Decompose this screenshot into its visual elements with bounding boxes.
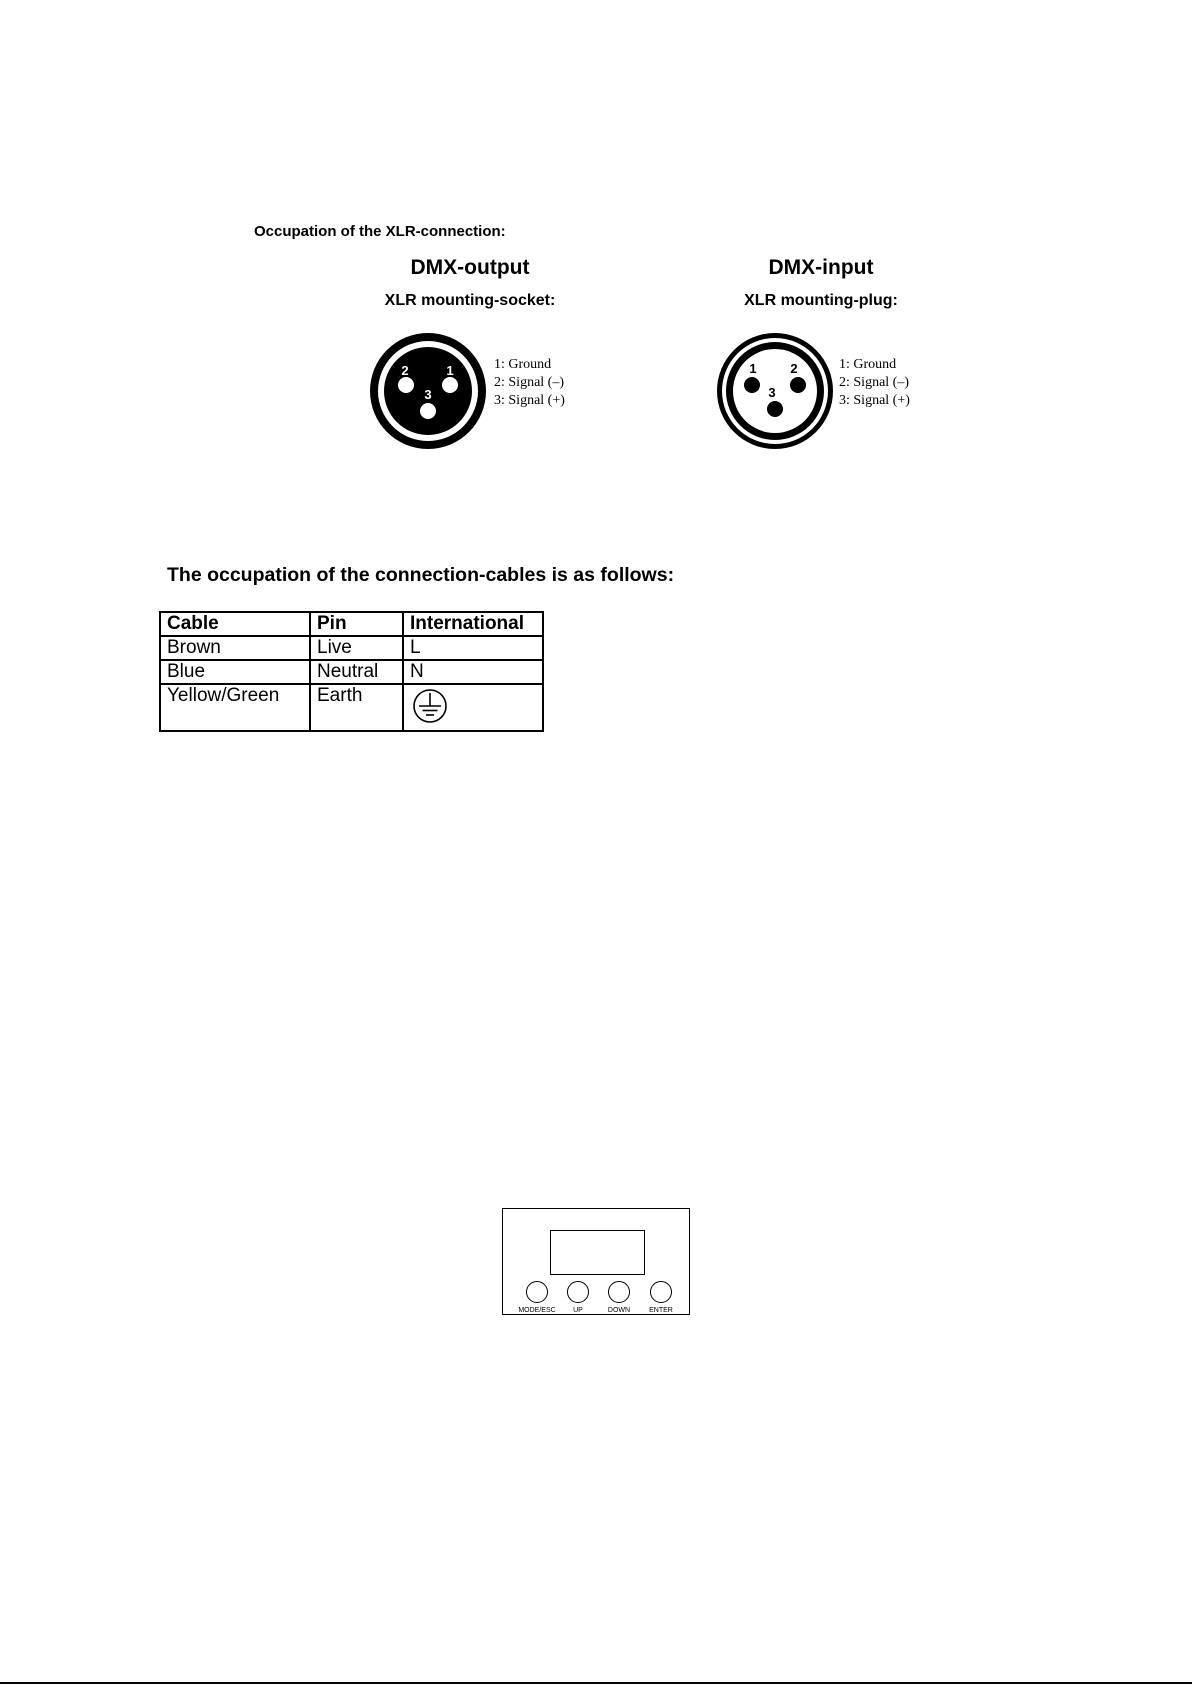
svg-text:2: 2 bbox=[790, 361, 798, 376]
xlr-plug-icon bbox=[715, 331, 835, 451]
dmx-output-heading: DMX-output bbox=[410, 256, 530, 279]
header-international: International bbox=[403, 612, 543, 636]
pin-signal-plus-label: 3: Signal (+) bbox=[494, 393, 565, 408]
cable-table bbox=[159, 611, 544, 732]
display-window bbox=[550, 1230, 645, 1275]
cell-international: N bbox=[403, 660, 543, 684]
svg-text:1: 1 bbox=[446, 363, 454, 378]
svg-text:1: 1 bbox=[749, 361, 757, 376]
table-header-row bbox=[160, 612, 543, 636]
cell-pin: Earth bbox=[310, 684, 403, 731]
pin-signal-minus-label: 2: Signal (–) bbox=[839, 375, 909, 390]
cell-international bbox=[403, 684, 543, 731]
dmx-input-pin-legend bbox=[839, 356, 910, 410]
mode-esc-button[interactable] bbox=[526, 1281, 548, 1303]
pin-signal-plus-label: 3: Signal (+) bbox=[839, 393, 910, 408]
control-panel-diagram bbox=[502, 1208, 690, 1315]
dmx-input-heading: DMX-input bbox=[768, 256, 874, 279]
down-label: DOWN bbox=[607, 1307, 631, 1314]
svg-text:3: 3 bbox=[424, 387, 432, 402]
page-footer-rule bbox=[0, 1682, 1192, 1684]
up-label: UP bbox=[573, 1307, 583, 1314]
protective-earth-icon bbox=[410, 688, 450, 724]
cell-cable: Brown bbox=[160, 636, 310, 660]
pin-signal-minus-label: 2: Signal (–) bbox=[494, 375, 564, 390]
enter-label: ENTER bbox=[649, 1307, 673, 1314]
dmx-output-pin-legend bbox=[494, 356, 565, 410]
dmx-output-subheading: XLR mounting-socket: bbox=[384, 292, 556, 309]
svg-text:2: 2 bbox=[401, 363, 409, 378]
cell-pin: Neutral bbox=[310, 660, 403, 684]
down-button[interactable] bbox=[608, 1281, 630, 1303]
up-button[interactable] bbox=[567, 1281, 589, 1303]
svg-text:3: 3 bbox=[768, 385, 776, 400]
mode-esc-label: MODE/ESC bbox=[518, 1307, 556, 1314]
enter-button[interactable] bbox=[650, 1281, 672, 1303]
cell-cable: Blue bbox=[160, 660, 310, 684]
xlr-socket-icon bbox=[368, 331, 488, 451]
cell-cable: Yellow/Green bbox=[160, 684, 310, 731]
header-pin: Pin bbox=[310, 612, 403, 636]
cable-section-title: The occupation of the connection-cables is as follows: bbox=[167, 564, 675, 586]
table-row bbox=[160, 684, 543, 731]
table-row bbox=[160, 636, 543, 660]
cell-pin: Live bbox=[310, 636, 403, 660]
dmx-input-subheading: XLR mounting-plug: bbox=[744, 292, 898, 309]
pin-ground-label: 1: Ground bbox=[839, 357, 897, 372]
xlr-section-title: Occupation of the XLR-connection: bbox=[254, 223, 506, 240]
cell-international: L bbox=[403, 636, 543, 660]
header-cable: Cable bbox=[160, 612, 310, 636]
pin-ground-label: 1: Ground bbox=[494, 357, 552, 372]
table-row bbox=[160, 660, 543, 684]
